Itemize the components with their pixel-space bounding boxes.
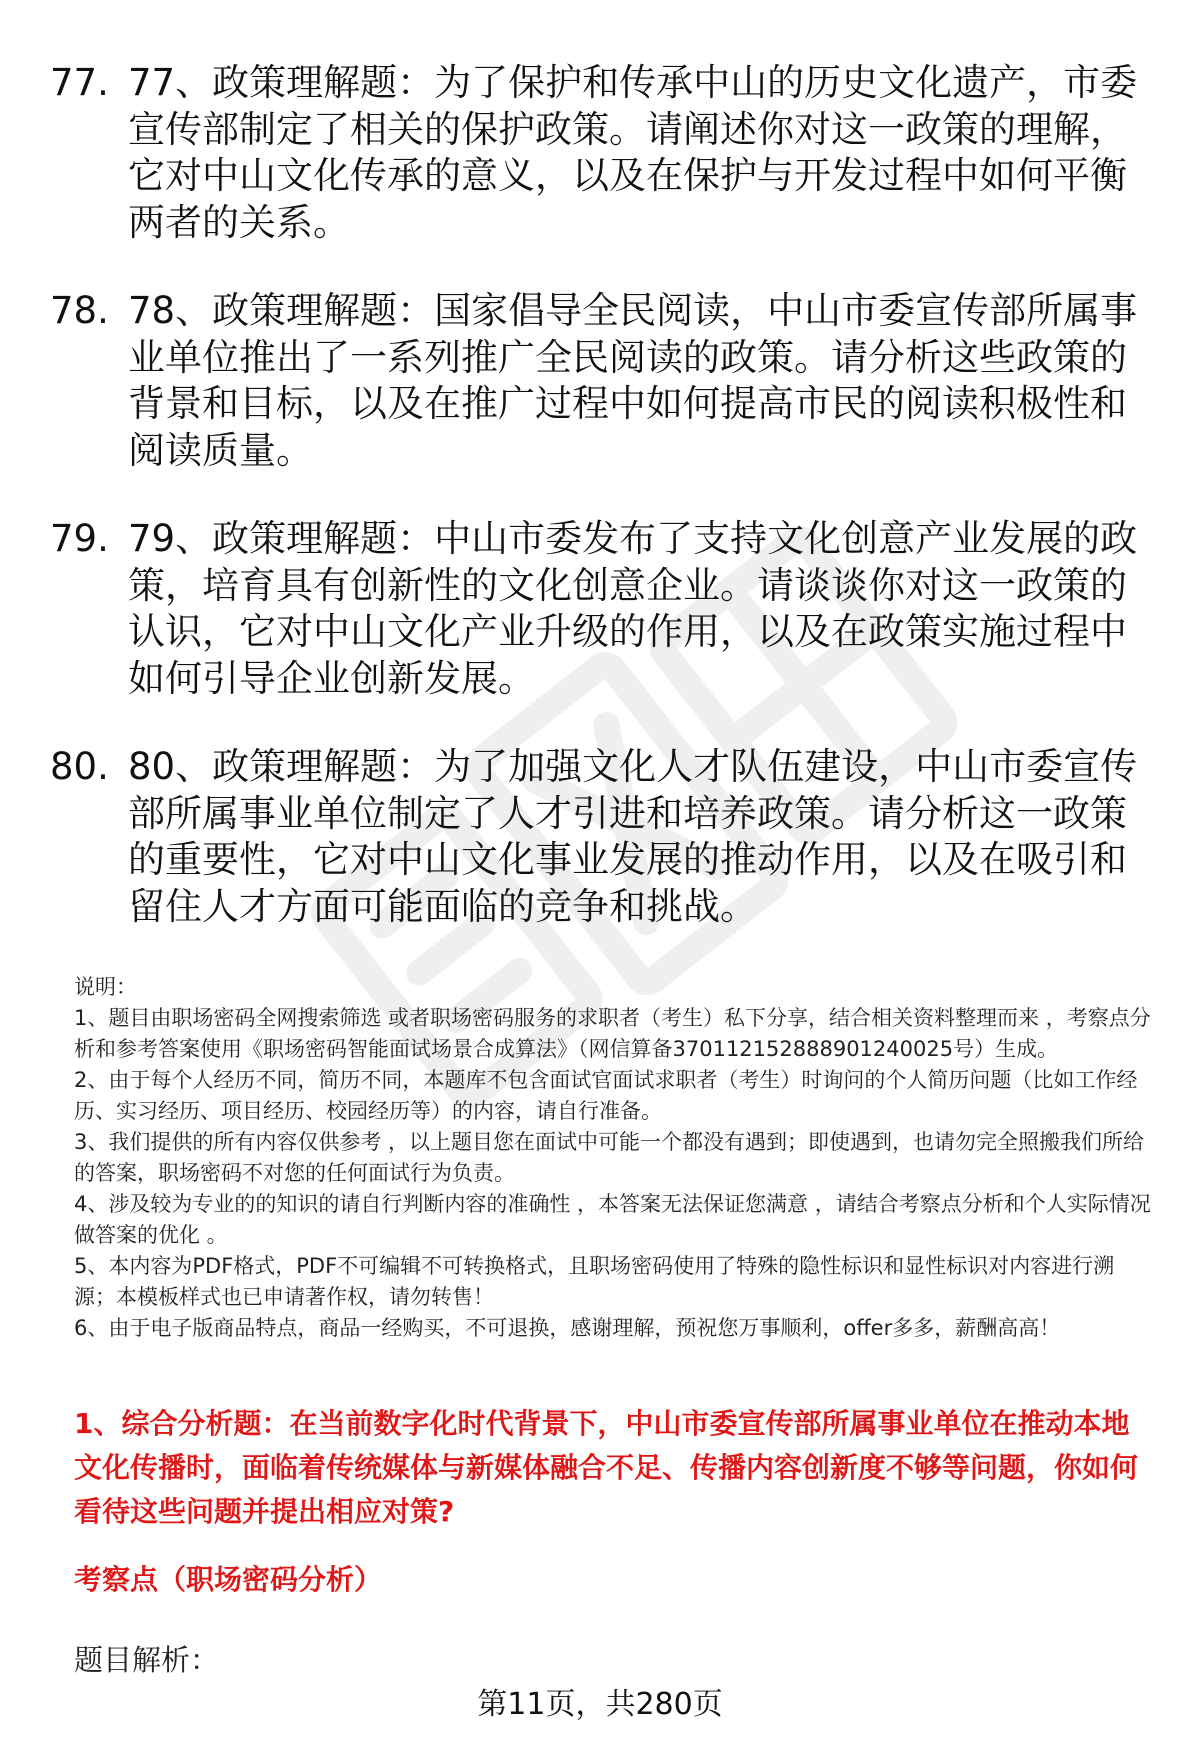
- analysis-heading: 题目解析：: [74, 1643, 220, 1677]
- note-item: 4、涉及较为专业的的知识的请自行判断内容的准确性 ，本答案无法保证您满意 ，请结合考察点分析和个人实际情况做答案的优化 。: [74, 1192, 1151, 1247]
- notes-heading: 说明：: [74, 975, 137, 999]
- question-text: 79、政策理解题：中山市委发布了支持文化创意产业发展的政策，培育具有创新性的文化创意企业。请谈谈你对这一政策的认识，它对中山文化产业升级的作用，以及在政策实施过程中如何引导企业创新发展。: [128, 517, 1138, 700]
- question-list: [50, 60, 1160, 972]
- page-number: 第11页，共280页: [477, 1687, 723, 1722]
- note-item: 1、题目由职场密码全网搜索筛选 或者职场密码服务的求职者（考生）私下分享，结合相关资料整理而来 ，考察点分析和参考答案使用《职场密码智能面试场景合成算法》（网信算备370112152888901240025号）生成。: [74, 1006, 1151, 1061]
- list-item: [50, 744, 1160, 930]
- note-item: 5、本内容为PDF格式，PDF不可编辑不可转换格式，且职场密码使用了特殊的隐性标识和显性标识对内容进行溯源；本模板样式也已申请著作权，请勿转售！: [74, 1254, 1115, 1309]
- notes-section: [74, 972, 1154, 1344]
- question-number: 78.: [50, 289, 109, 332]
- question-text: 78、政策理解题：国家倡导全民阅读，中山市委宣传部所属事业单位推出了一系列推广全民阅读的政策。请分析这些政策的背景和目标，以及在推广过程中如何提高市民的阅读积极性和阅读质量。: [128, 289, 1138, 472]
- question-number: 77.: [50, 61, 109, 104]
- note-item: 3、我们提供的所有内容仅供参考 ，以上题目您在面试中可能一个都没有遇到；即使遇到，也请勿完全照搬我们所给的答案，职场密码不对您的任何面试行为负责。: [74, 1130, 1145, 1185]
- highlighted-question: 1、综合分析题：在当前数字化时代背景下，中山市委宣传部所属事业单位在推动本地文化传播时，面临着传统媒体与新媒体融合不足、传播内容创新度不够等问题，你如何看待这些问题并提出相应对策?: [74, 1407, 1139, 1528]
- note-item: 2、由于每个人经历不同，简历不同，本题库不包含面试官面试求职者（考生）时询问的个人简历问题（比如工作经历、实习经历、项目经历、校园经历等）的内容，请自行准备。: [74, 1068, 1138, 1123]
- list-item: [50, 516, 1160, 702]
- list-item: [50, 60, 1160, 246]
- list-item: [50, 288, 1160, 474]
- question-number: 80.: [50, 745, 109, 788]
- question-number: 79.: [50, 517, 109, 560]
- question-text: 77、政策理解题：为了保护和传承中山的历史文化遗产，市委宣传部制定了相关的保护政策。请阐述你对这一政策的理解，它对中山文化传承的意义，以及在保护与开发过程中如何平衡两者的关系。: [128, 61, 1138, 244]
- question-text: 80、政策理解题：为了加强文化人才队伍建设，中山市委宣传部所属事业单位制定了人才引进和培养政策。请分析这一政策的重要性，它对中山文化事业发展的推动作用，以及在吸引和留住人才方面可能面临的竞争和挑战。: [128, 745, 1138, 928]
- note-item: 6、由于电子版商品特点，商品一经购买，不可退换，感谢理解，预祝您万事顺利，offer多多，薪酬高高！: [74, 1316, 1061, 1340]
- section-heading: 考察点（职场密码分析）: [74, 1563, 383, 1596]
